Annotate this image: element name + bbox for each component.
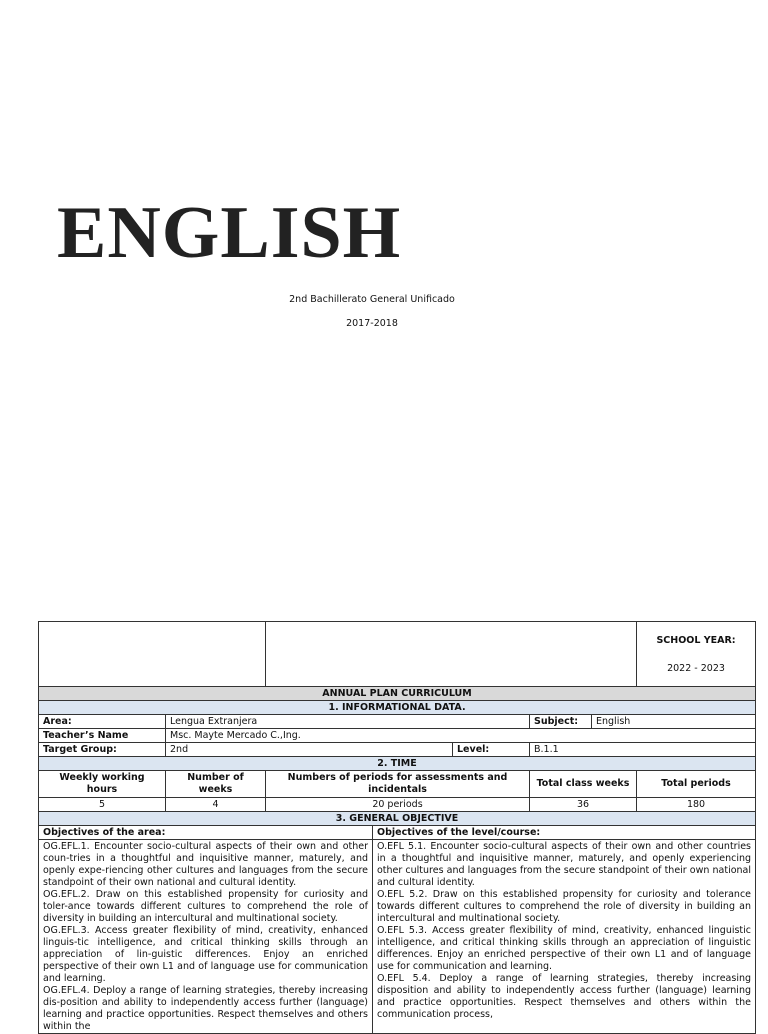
target-group-label: Target Group: bbox=[39, 743, 166, 757]
school-year-value: 2022 - 2023 bbox=[667, 662, 725, 674]
academic-years: 2017-2018 bbox=[346, 318, 398, 329]
annual-plan-table bbox=[38, 621, 756, 1034]
level-value: B.1.1 bbox=[530, 743, 756, 757]
level-label: Level: bbox=[453, 743, 530, 757]
time-value: 20 periods bbox=[266, 798, 530, 812]
time-header: Weekly working hours bbox=[39, 771, 166, 798]
time-value: 4 bbox=[166, 798, 266, 812]
section-time: 2. TIME bbox=[39, 757, 756, 771]
objective-item: O.EFL 5.1. Encounter socio-cultural aspects of their own and other countries in a thoughtful and inquisitive manner, maturely, and openly experiencing other cultures and languages from the secure standpoint of their own national and cultural identity. bbox=[377, 841, 752, 888]
school-year-label: SCHOOL YEAR: bbox=[656, 634, 736, 646]
objective-item: OG.EFL.1. Encounter socio-cultural aspects of their own and other coun-tries in a thoughtful and inquisitive manner, maturely, and openly expe-riencing other cultures and languages from the secure standpoint of their own national and cultural identity. bbox=[43, 841, 368, 888]
teacher-label: Teacher’s Name bbox=[39, 729, 166, 743]
time-value: 180 bbox=[637, 798, 756, 812]
time-value: 5 bbox=[39, 798, 166, 812]
subject-value: English bbox=[592, 715, 756, 729]
annual-plan-heading: ANNUAL PLAN CURRICULUM bbox=[39, 687, 756, 701]
institution-cell bbox=[266, 622, 637, 687]
objective-item: O.EFL 5.3. Access greater flexibility of mind, creativity, enhanced linguistic intelligence, and critical thinking skills through an appreciation of linguistic differences. Enjoy an enriched perspective of their own L1 and of language use for communication and learning. bbox=[377, 925, 752, 972]
section-informational-data: 1. INFORMATIONAL DATA. bbox=[39, 701, 756, 715]
header-row bbox=[39, 622, 756, 687]
objectives-level-list bbox=[373, 840, 756, 1034]
program-name: 2nd Bachillerato General Unificado bbox=[289, 294, 455, 305]
time-header: Numbers of periods for assessments and incidentals bbox=[266, 771, 530, 798]
section-general-objective: 3. GENERAL OBJECTIVE bbox=[39, 812, 756, 826]
document-title: ENGLISH bbox=[57, 192, 402, 274]
objective-item: OG.EFL.3. Access greater flexibility of mind, creativity, enhanced linguis-tic intelligence, and critical thinking skills through an appreciation of lin-guistic differences. Enjoy an enriched perspective of their own L1 and of language use for communication and learning. bbox=[43, 925, 368, 984]
logo-cell bbox=[39, 622, 266, 687]
school-year-cell bbox=[637, 622, 756, 687]
objective-item: O.EFL 5.4. Deploy a range of learning strategies, thereby increasing disposition and ability to independently access further (language) learning and practice opportunities. Respect themselves and others within the communication process, bbox=[377, 973, 752, 1020]
teacher-value: Msc. Mayte Mercado C.,Ing. bbox=[166, 729, 756, 743]
time-value: 36 bbox=[530, 798, 637, 812]
objective-item: OG.EFL.2. Draw on this established propensity for curiosity and toler-ance towards different cultures to comprehend the role of diversity in building an intercultural and multinational society. bbox=[43, 889, 368, 924]
time-header: Total class weeks bbox=[530, 771, 637, 798]
time-header: Total periods bbox=[637, 771, 756, 798]
objective-item: O.EFL 5.2. Draw on this established propensity for curiosity and tolerance towards different cultures to comprehend the role of diversity in building an intercultural and multinational society. bbox=[377, 889, 752, 924]
time-header: Number of weeks bbox=[166, 771, 266, 798]
area-label: Area: bbox=[39, 715, 166, 729]
objectives-area-label: Objectives of the area: bbox=[39, 826, 373, 840]
objective-item: OG.EFL.4. Deploy a range of learning strategies, thereby increasing dis-position and ability to independently access further (language) learning and practice opportunities. Respect themselves and others within the bbox=[43, 985, 368, 1032]
target-group-value: 2nd bbox=[166, 743, 453, 757]
objectives-level-label: Objectives of the level/course: bbox=[373, 826, 756, 840]
subject-label: Subject: bbox=[530, 715, 592, 729]
area-value: Lengua Extranjera bbox=[166, 715, 530, 729]
objectives-area-list bbox=[39, 840, 373, 1034]
